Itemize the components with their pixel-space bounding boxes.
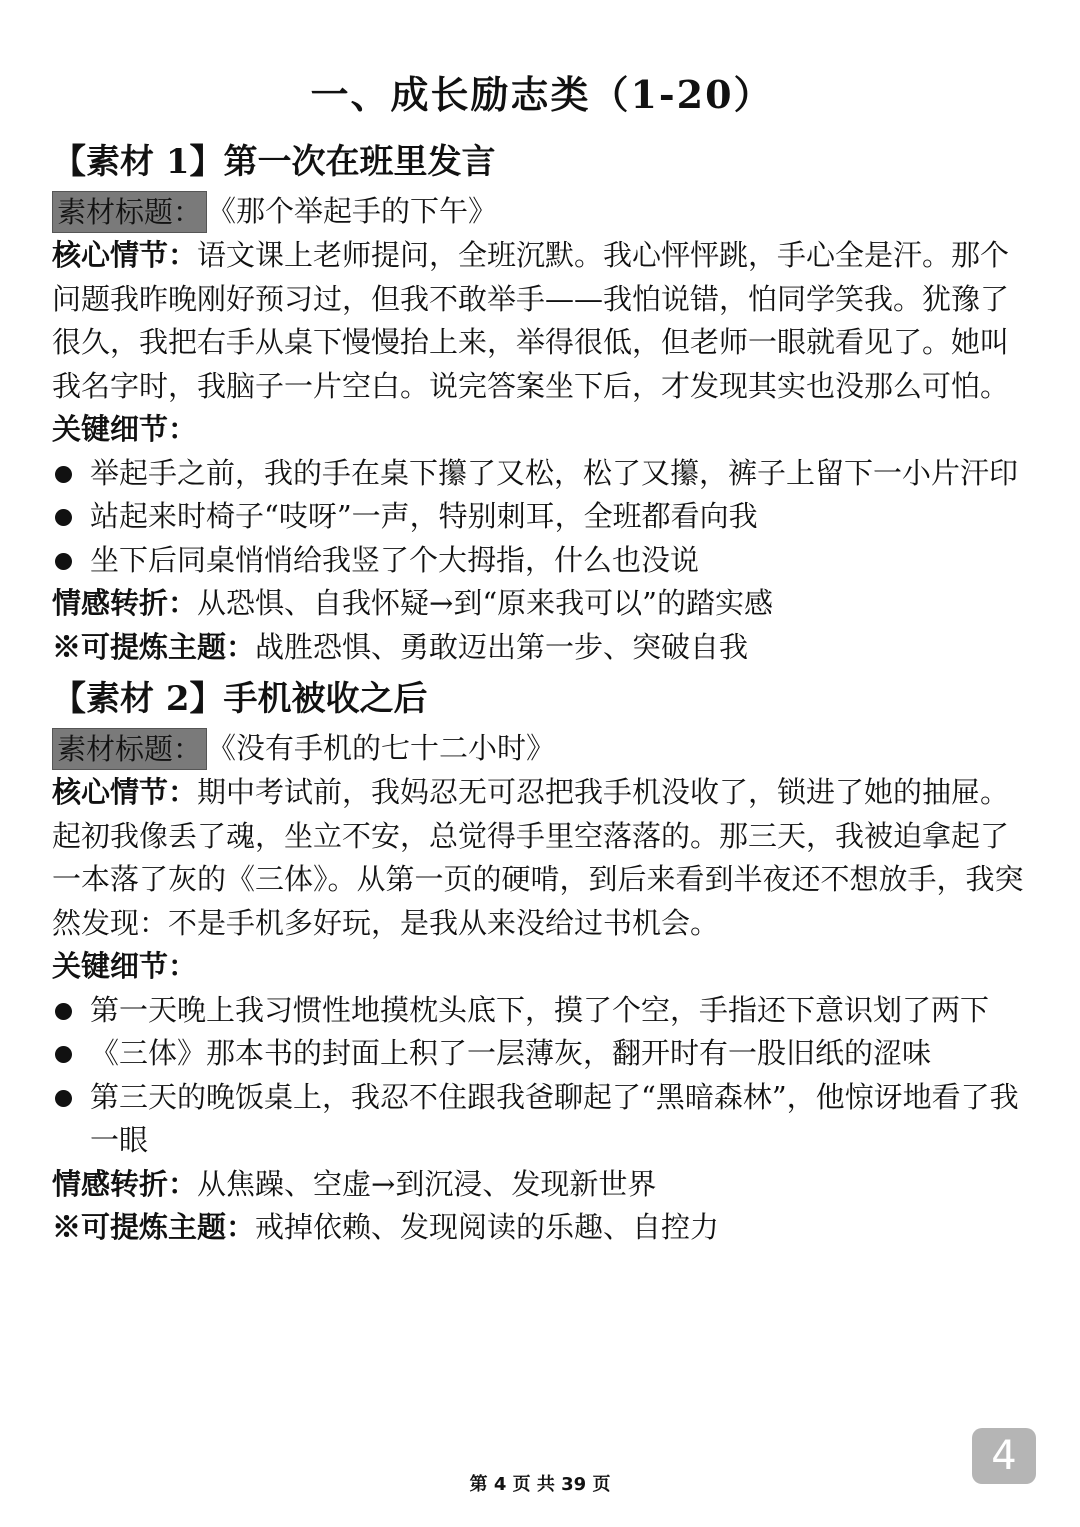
- bullet-icon: [55, 466, 72, 483]
- bullet-icon: [55, 1003, 72, 1020]
- core-plot-label: 核心情节：: [52, 238, 198, 272]
- page-title: 一、成长励志类（1-20）: [310, 72, 774, 117]
- material-title-tag: 素材标题：: [52, 728, 207, 770]
- core-plot: [52, 234, 1032, 408]
- list-item: [52, 989, 1032, 1033]
- material-title-text: 《那个举起手的下午》: [207, 194, 498, 229]
- emotion-turn: [52, 582, 1032, 626]
- page-footer: 第 4 页 共 39 页: [469, 1474, 611, 1495]
- emotion-turn-text: 从焦躁、空虚→到沉浸、发现新世界: [197, 1166, 657, 1201]
- theme-text: 战胜恐惧、勇敢迈出第一步、突破自我: [255, 629, 749, 664]
- detail-text: 《三体》那本书的封面上积了一层薄灰，翻开时有一股旧纸的涩味: [90, 1036, 932, 1070]
- theme-text: 戒掉依赖、发现阅读的乐趣、自控力: [255, 1210, 720, 1244]
- material-heading: 【素材 2】手机被收之后: [52, 679, 428, 719]
- theme: [52, 1206, 1032, 1250]
- page-number-badge: 4: [972, 1428, 1036, 1484]
- theme: [52, 626, 1032, 670]
- list-item: [52, 1032, 1032, 1076]
- core-plot-text: 期中考试前，我妈忍无可忍把我手机没收了，锁进了她的抽屉。起初我像丢了魂，坐立不安，总觉得手里空落落的。那三天，我被迫拿起了一本落了灰的《三体》。从第一页的硬啃，到后来看到半夜还不想放手，我突然发现：不是手机多好玩，是我从来没给过书机会。: [52, 775, 1024, 940]
- theme-label: ※可提炼主题：: [52, 1210, 256, 1244]
- material-title-text: 《没有手机的七十二小时》: [207, 731, 556, 766]
- detail-text: 坐下后同桌悄悄给我竖了个大拇指，什么也没说: [90, 542, 700, 577]
- list-item: [52, 452, 1032, 496]
- document-page: [52, 60, 1032, 1252]
- emotion-turn-text: 从恐惧、自我怀疑→到“原来我可以”的踏实感: [197, 586, 773, 620]
- detail-text: 站起来时椅子“吱呀”一声，特别刺耳，全班都看向我: [90, 499, 758, 533]
- key-details-list: [52, 989, 1032, 1163]
- material-title-tag: 素材标题：: [52, 191, 207, 233]
- list-item: [52, 539, 1032, 583]
- list-item: [52, 1076, 1032, 1163]
- bullet-icon: [55, 1046, 72, 1063]
- material-heading: 【素材 1】第一次在班里发言: [52, 142, 496, 182]
- detail-text: 举起手之前，我的手在桌下攥了又松，松了又攥，裤子上留下一小片汗印: [90, 455, 1019, 490]
- bullet-icon: [55, 553, 72, 570]
- emotion-turn: [52, 1163, 1032, 1207]
- core-plot-label: 核心情节：: [52, 775, 198, 809]
- key-details-list: [52, 452, 1032, 583]
- key-details-label: 关键细节：: [52, 949, 198, 983]
- bullet-icon: [55, 1090, 72, 1107]
- core-plot-text: 语文课上老师提问，全班沉默。我心怦怦跳，手心全是汗。那个问题我昨晚刚好预习过，但我不敢举手——我怕说错，怕同学笑我。犹豫了很久，我把右手从桌下慢慢抬上来，举得很低，但老师一眼就看见了。她叫我名字时，我脑子一片空白。说完答案坐下后，才发现其实也没那么可怕。: [52, 238, 1010, 403]
- detail-text: 第一天晚上我习惯性地摸枕头底下，摸了个空，手指还下意识划了两下: [90, 992, 990, 1027]
- list-item: [52, 495, 1032, 539]
- emotion-turn-label: 情感转折：: [52, 586, 198, 620]
- bullet-icon: [55, 509, 72, 526]
- detail-text: 第三天的晚饭桌上，我忍不住跟我爸聊起了“黑暗森林”，他惊讶地看了我一眼: [90, 1079, 1019, 1157]
- emotion-turn-label: 情感转折：: [52, 1166, 198, 1201]
- material-section-1: [52, 138, 1032, 669]
- material-section-2: [52, 675, 1032, 1250]
- material-title-line: [52, 727, 1032, 771]
- key-details-label: 关键细节：: [52, 412, 198, 446]
- core-plot: [52, 771, 1032, 945]
- material-title-line: [52, 190, 1032, 234]
- theme-label: ※可提炼主题：: [52, 629, 256, 664]
